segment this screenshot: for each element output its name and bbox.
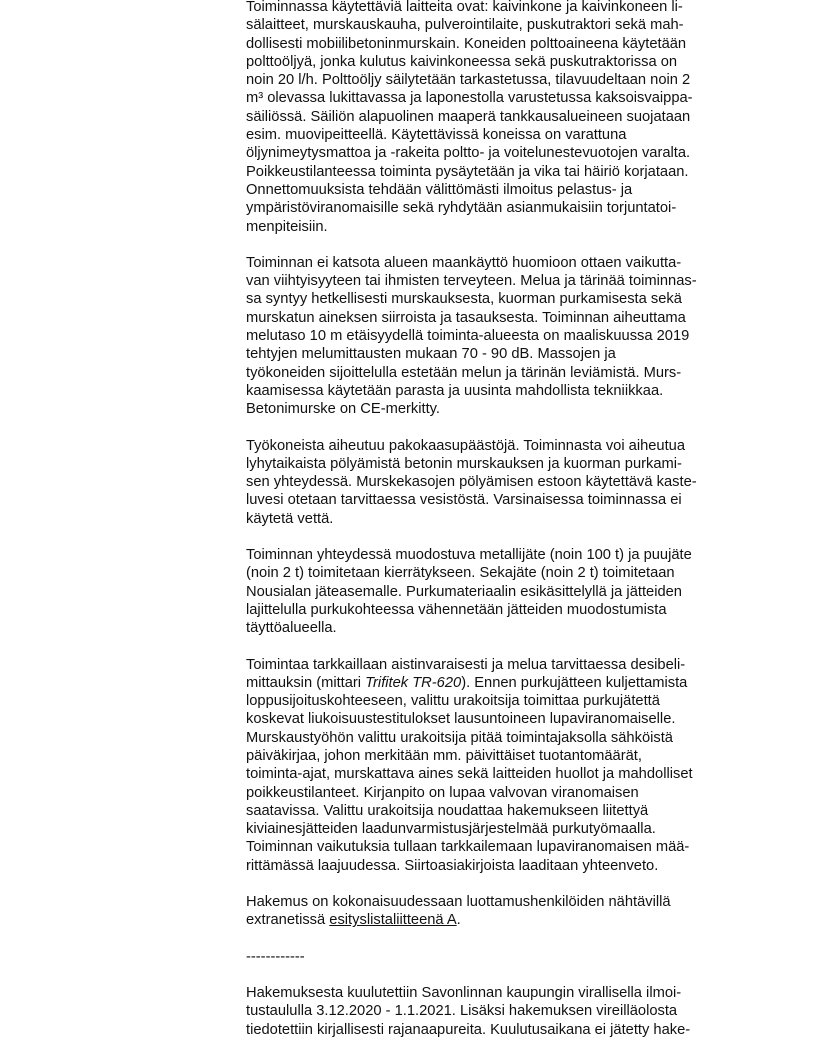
text-line: Toiminnan yhteydessä muodostuva metallijäte (noin 100 t) ja puujäte (246, 547, 692, 564)
text-line: sen yhteydessä. Murskekasojen pölyämisen estoon käytettävä kaste- (246, 474, 697, 491)
paragraph-availability (246, 893, 746, 930)
text-line: murskatun aineksen siirroista ja tasauksesta. Toiminnan aiheuttama (246, 309, 686, 326)
text-line: van viihtyisyyteen tai ihmisten terveyteen. Melua ja tärinää toiminnas- (246, 273, 697, 290)
text-line: Onnettomuuksista tehdään välittömästi ilmoitus pelastus- ja (246, 181, 633, 198)
text-segment: ). Ennen purkujätteen kuljettamista (461, 674, 688, 691)
text-line: Toiminnan vaikutuksia tullaan tarkkailemaan lupaviranomaisen mää- (246, 839, 690, 856)
text-line: polttoöljyä, jonka kulutus kaivinkoneessa sekä puskutraktorissa on (246, 53, 678, 70)
text-line: tustaululla 3.12.2020 - 1.1.2021. Lisäksi hakemuksen vireilläolosta (246, 1003, 678, 1020)
text-segment: extranetissä (246, 912, 330, 929)
text-segment: . (456, 912, 461, 929)
text-line: esim. muovipeitteellä. Käytettävissä koneissa on varattuna (246, 127, 627, 144)
paragraph-noise (246, 254, 746, 419)
text-line: poikkeustilanteet. Kirjanpito on lupaa valvovan viranomaisen (246, 784, 639, 801)
text-line: käytetä vettä. (246, 510, 334, 527)
text-line: rittämässä laajuudessa. Siirtoasiakirjoista laaditaan yhteenveto. (246, 857, 659, 874)
text-line: Toiminnan ei katsota alueen maankäyttö huomioon ottaen vaikutta- (246, 254, 682, 271)
text-line: tiedotettiin kirjallisesti rajanaapureita. Kuulutusaikana ei jätetty hake- (246, 1021, 691, 1038)
text-line: Betonimurske on CE-merkitty. (246, 401, 440, 418)
appendix-a-link[interactable]: esityslistaliitteenä A (329, 912, 457, 929)
document-page (246, 0, 746, 1057)
text-line: Murskaustyöhön valittu urakoitsija pitää toimintajaksolla sähköistä (246, 729, 673, 746)
text-line: kaamisessa käytetään parasta ja uusinta mahdollista tekniikkaa. (246, 382, 664, 399)
text-line: Poikkeustilanteessa toiminta pysäytetään ja vika tai häiriö korjataan. (246, 163, 689, 180)
text-line: saatavissa. Valittu urakoitsija noudattaa hakemukseen liitettyä (246, 802, 649, 819)
text-line (246, 911, 746, 929)
text-line: Toiminnassa käytettäviä laitteita ovat: kaivinkone ja kaivinkoneen li- (246, 0, 683, 15)
text-segment: mittauksin (mittari (246, 674, 366, 691)
text-line: öljynimeytysmattoa ja -rakeita poltto- ja voitelunestevuotojen varalta. (246, 145, 691, 162)
text-line: kiviainesjätteiden laadunvarmistusjärjestelmää purkutyömaalla. (246, 821, 656, 838)
text-line: lyhytaikaista pölyämistä betonin murskauksen ja kuorman purkami- (246, 455, 682, 472)
paragraph-emissions (246, 437, 746, 528)
text-line: noin 20 l/h. Polttoöljy säilytetään tarkastetussa, tilavuudeltaan noin 2 (246, 72, 691, 89)
text-line: (noin 2 t) toimitetaan kierrätykseen. Sekajäte (noin 2 t) toimitetaan (246, 565, 675, 582)
text-line: Hakemuksesta kuulutettiin Savonlinnan kaupungin virallisella ilmoi- (246, 984, 682, 1001)
text-line: luvesi otetaan tarvittaessa vesistöstä. Varsinaisessa toiminnassa ei (246, 492, 682, 509)
text-line: menpiteisiin. (246, 218, 328, 235)
text-line: Työkoneista aiheutuu pakokaasupäästöjä. Toiminnasta voi aiheutua (246, 437, 686, 454)
text-line: melutaso 10 m etäisyydellä toiminta-alueesta on maaliskuussa 2019 (246, 328, 690, 345)
paragraph-announcement (246, 984, 746, 1039)
text-line: toiminta-ajat, murskattava aines sekä laitteiden huollot ja mahdolliset (246, 766, 693, 783)
device-model-text: Trifitek TR-620 (365, 674, 462, 691)
paragraph-waste (246, 546, 746, 637)
text-line: tehtyjen melumittausten mukaan 70 - 90 dB. Massojen ja (246, 346, 616, 363)
text-line: Hakemus on kokonaisuudessaan luottamushenkilöiden nähtävillä (246, 894, 671, 911)
text-line: täyttöalueella. (246, 620, 337, 637)
text-line: dollisesti mobiilibetoninmurskain. Koneiden polttoaineena käytetään (246, 35, 687, 52)
text-line: Toimintaa tarkkaillaan aistinvaraisesti ja melua tarvittaessa desibeli- (246, 656, 686, 673)
text-line: ympäristöviranomaisille sekä ryhdytään asianmukaisiin torjuntatoi- (246, 200, 677, 217)
paragraph-equipment (246, 0, 746, 236)
text-line: säiliössä. Säiliön alapuolinen maaperä tankkausalueineen suojataan (246, 108, 691, 125)
text-line (246, 674, 746, 692)
section-separator (246, 948, 746, 966)
text-line: työkoneiden sijoittelulla estetään melun ja tärinän leviämistä. Murs- (246, 364, 682, 381)
text-line: lajittelulla purkukohteessa vähennetään jätteiden muodostumista (246, 601, 667, 618)
paragraph-monitoring (246, 656, 746, 876)
text-line: sälaitteet, murskauskauha, pulverointilaite, puskutraktori sekä mah- (246, 17, 684, 34)
text-line: loppusijoituskohteeseen, valittu urakoitsija toimittaa purkujätettä (246, 693, 660, 710)
text-line: m³ olevassa lukittavassa ja laponestolla varustetussa kaksoisvaippa- (246, 90, 693, 107)
separator-text: ------------ (246, 948, 305, 965)
text-line: päiväkirjaa, johon merkitään mm. päivittäiset tuotantomäärät, (246, 747, 642, 764)
text-line: sa syntyy hetkellisesti murskauksesta, kuorman purkamisesta sekä (246, 291, 682, 308)
text-line: Nousialan jäteasemalle. Purkumateriaalin esikäsittelyllä ja jätteiden (246, 583, 682, 600)
text-line: koskevat liukoisuustestitulokset lausuntoineen lupaviranomaiselle. (246, 711, 676, 728)
